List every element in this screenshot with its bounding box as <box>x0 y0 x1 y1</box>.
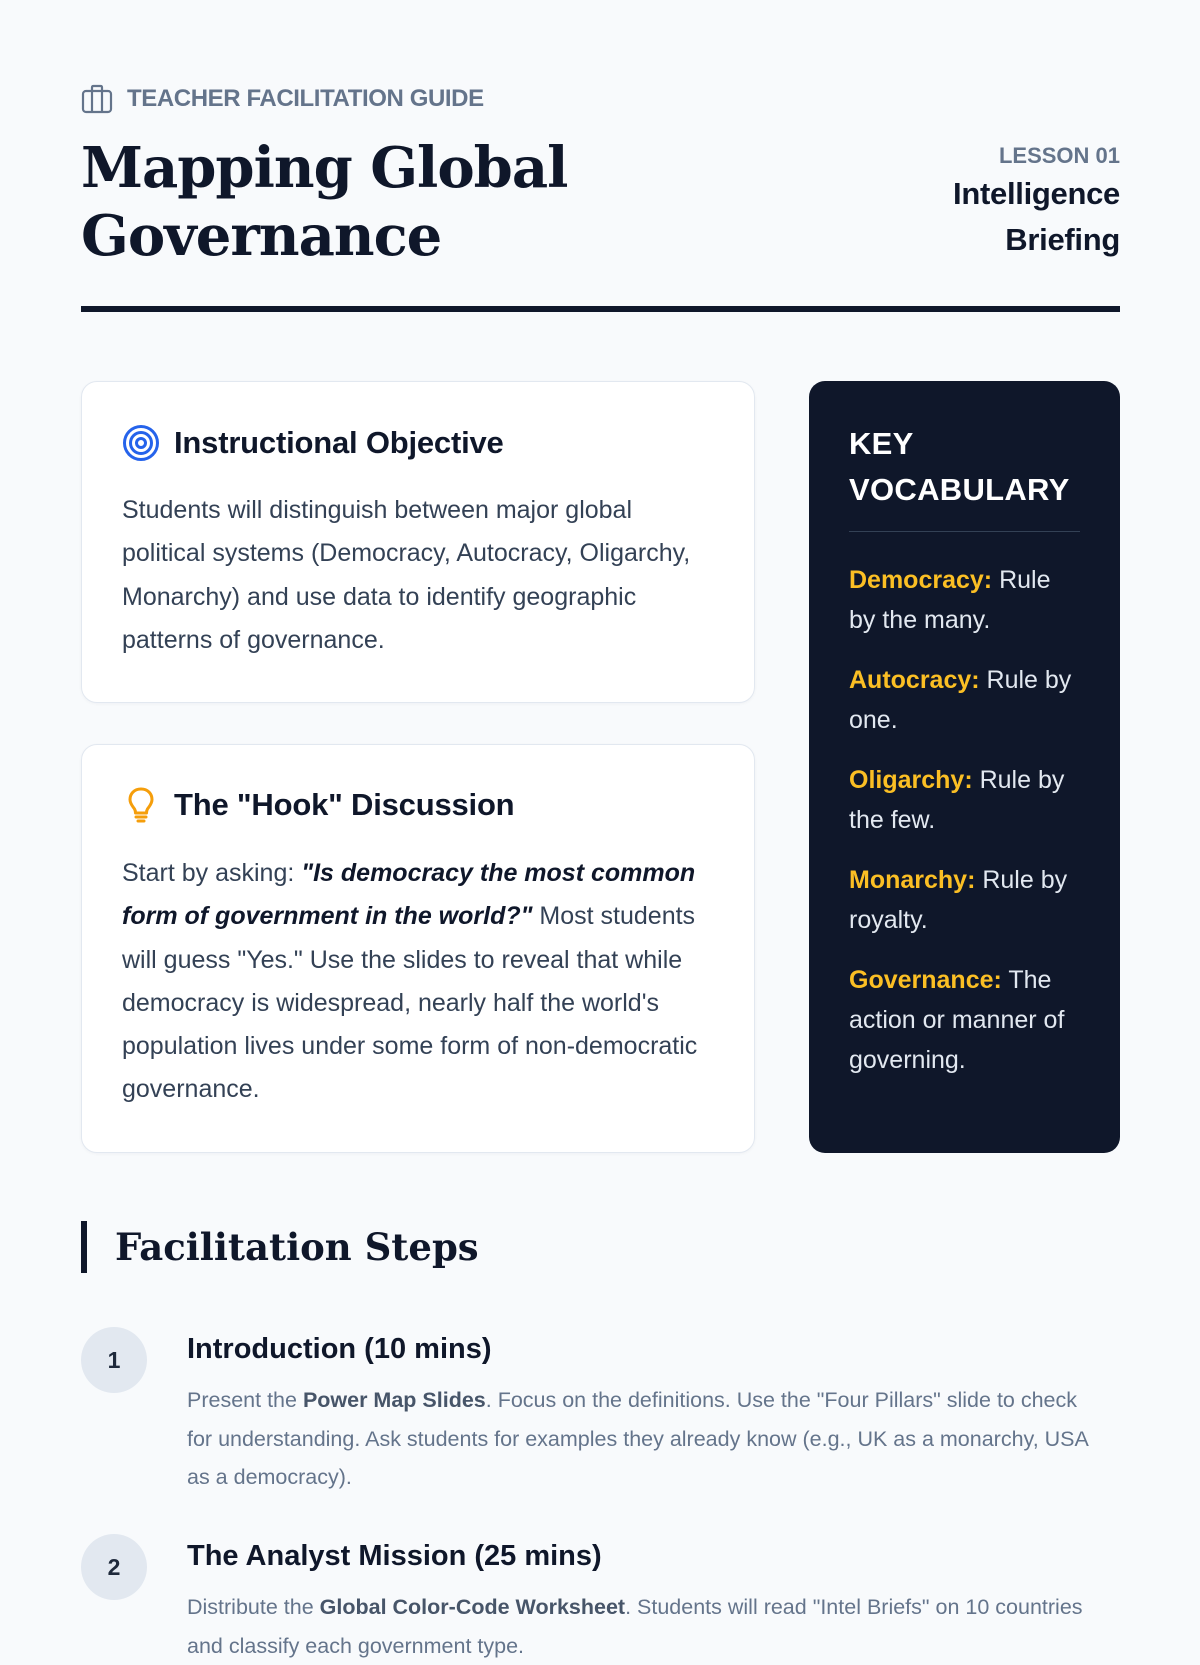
vocabulary-definition: Rule by one. <box>849 666 1072 734</box>
step-resource: Global Color-Code Worksheet <box>319 1595 626 1619</box>
vocabulary-term: Autocracy: <box>849 666 980 694</box>
step-title: The Analyst Mission (25 mins) <box>187 1540 602 1572</box>
lesson-number: LESSON 01 <box>998 143 1120 168</box>
step-description-text: . Focus on the definitions. Use the "Four Pillars" slide to check for understanding. Ask students for examples they already know (e.g., UK as a monarchy, USA as a democracy). <box>187 1388 1088 1490</box>
vocabulary-definition: The action or manner of governing. <box>849 966 1065 1074</box>
objective-header <box>122 424 504 462</box>
vocabulary-item <box>849 660 1080 740</box>
vocabulary-item <box>849 560 1080 640</box>
hook-lead: Start by asking: <box>122 859 302 887</box>
vocabulary-term: Oligarchy: <box>849 766 973 794</box>
vocabulary-term: Monarchy: <box>849 866 976 894</box>
hook-title: The "Hook" Discussion <box>174 787 515 822</box>
hook-header <box>122 786 514 824</box>
page-title: Mapping Global Governance <box>81 135 568 269</box>
vocabulary-definition: Rule by the few. <box>849 766 1065 834</box>
briefcase-icon <box>81 84 113 114</box>
key-vocabulary-panel <box>809 381 1120 1153</box>
hook-body <box>122 852 722 1112</box>
vocabulary-term: Governance: <box>849 966 1002 994</box>
vocabulary-definition: Rule by royalty. <box>849 866 1068 934</box>
vocabulary-divider <box>849 531 1080 532</box>
vocabulary-definition: Rule by the many. <box>849 566 1051 634</box>
hook-text: Most students will guess "Yes." Use the slides to reveal that while democracy is widespread, nearly half the world's population lives under some form of non-democratic governance. <box>122 902 698 1104</box>
hook-question: "Is democracy the most common form of government in the world?" <box>122 859 696 931</box>
step-description-text: Present the <box>187 1388 303 1412</box>
step-description-text: Distribute the <box>187 1595 320 1619</box>
vocabulary-term: Democracy: <box>849 566 993 594</box>
vocabulary-title: KEY VOCABULARY <box>849 426 1070 507</box>
header-divider <box>81 306 1120 312</box>
step-resource: Power Map Slides <box>302 1388 486 1412</box>
step-description <box>187 1588 1097 1665</box>
step-title: Introduction (10 mins) <box>187 1333 492 1365</box>
step-number-badge: 2 <box>81 1534 147 1600</box>
section-title: Facilitation Steps <box>81 1221 479 1273</box>
eyebrow <box>81 84 484 114</box>
eyebrow-label: TEACHER FACILITATION GUIDE <box>127 85 484 112</box>
vocabulary-item <box>849 960 1080 1080</box>
step-description-text: . Students will read "Intel Briefs" on 10 countries and classify each government type. <box>187 1595 1083 1658</box>
vocabulary-item <box>849 860 1080 940</box>
lesson-badge <box>860 141 1120 263</box>
vocabulary-list <box>849 560 1080 1080</box>
step-description <box>187 1381 1097 1497</box>
target-icon <box>122 424 160 462</box>
lightbulb-icon <box>122 786 160 824</box>
objective-body: Students will distinguish between major global political systems (Democracy, Autocracy, Oligarchy, Monarchy) and use data to identify geographic patterns of governance. <box>122 496 691 654</box>
step-number-badge: 1 <box>81 1327 147 1393</box>
lesson-name: Intelligence Briefing <box>953 176 1120 257</box>
vocabulary-item <box>849 760 1080 840</box>
facilitation-guide-page <box>81 0 1120 1658</box>
objective-title: Instructional Objective <box>174 425 504 460</box>
